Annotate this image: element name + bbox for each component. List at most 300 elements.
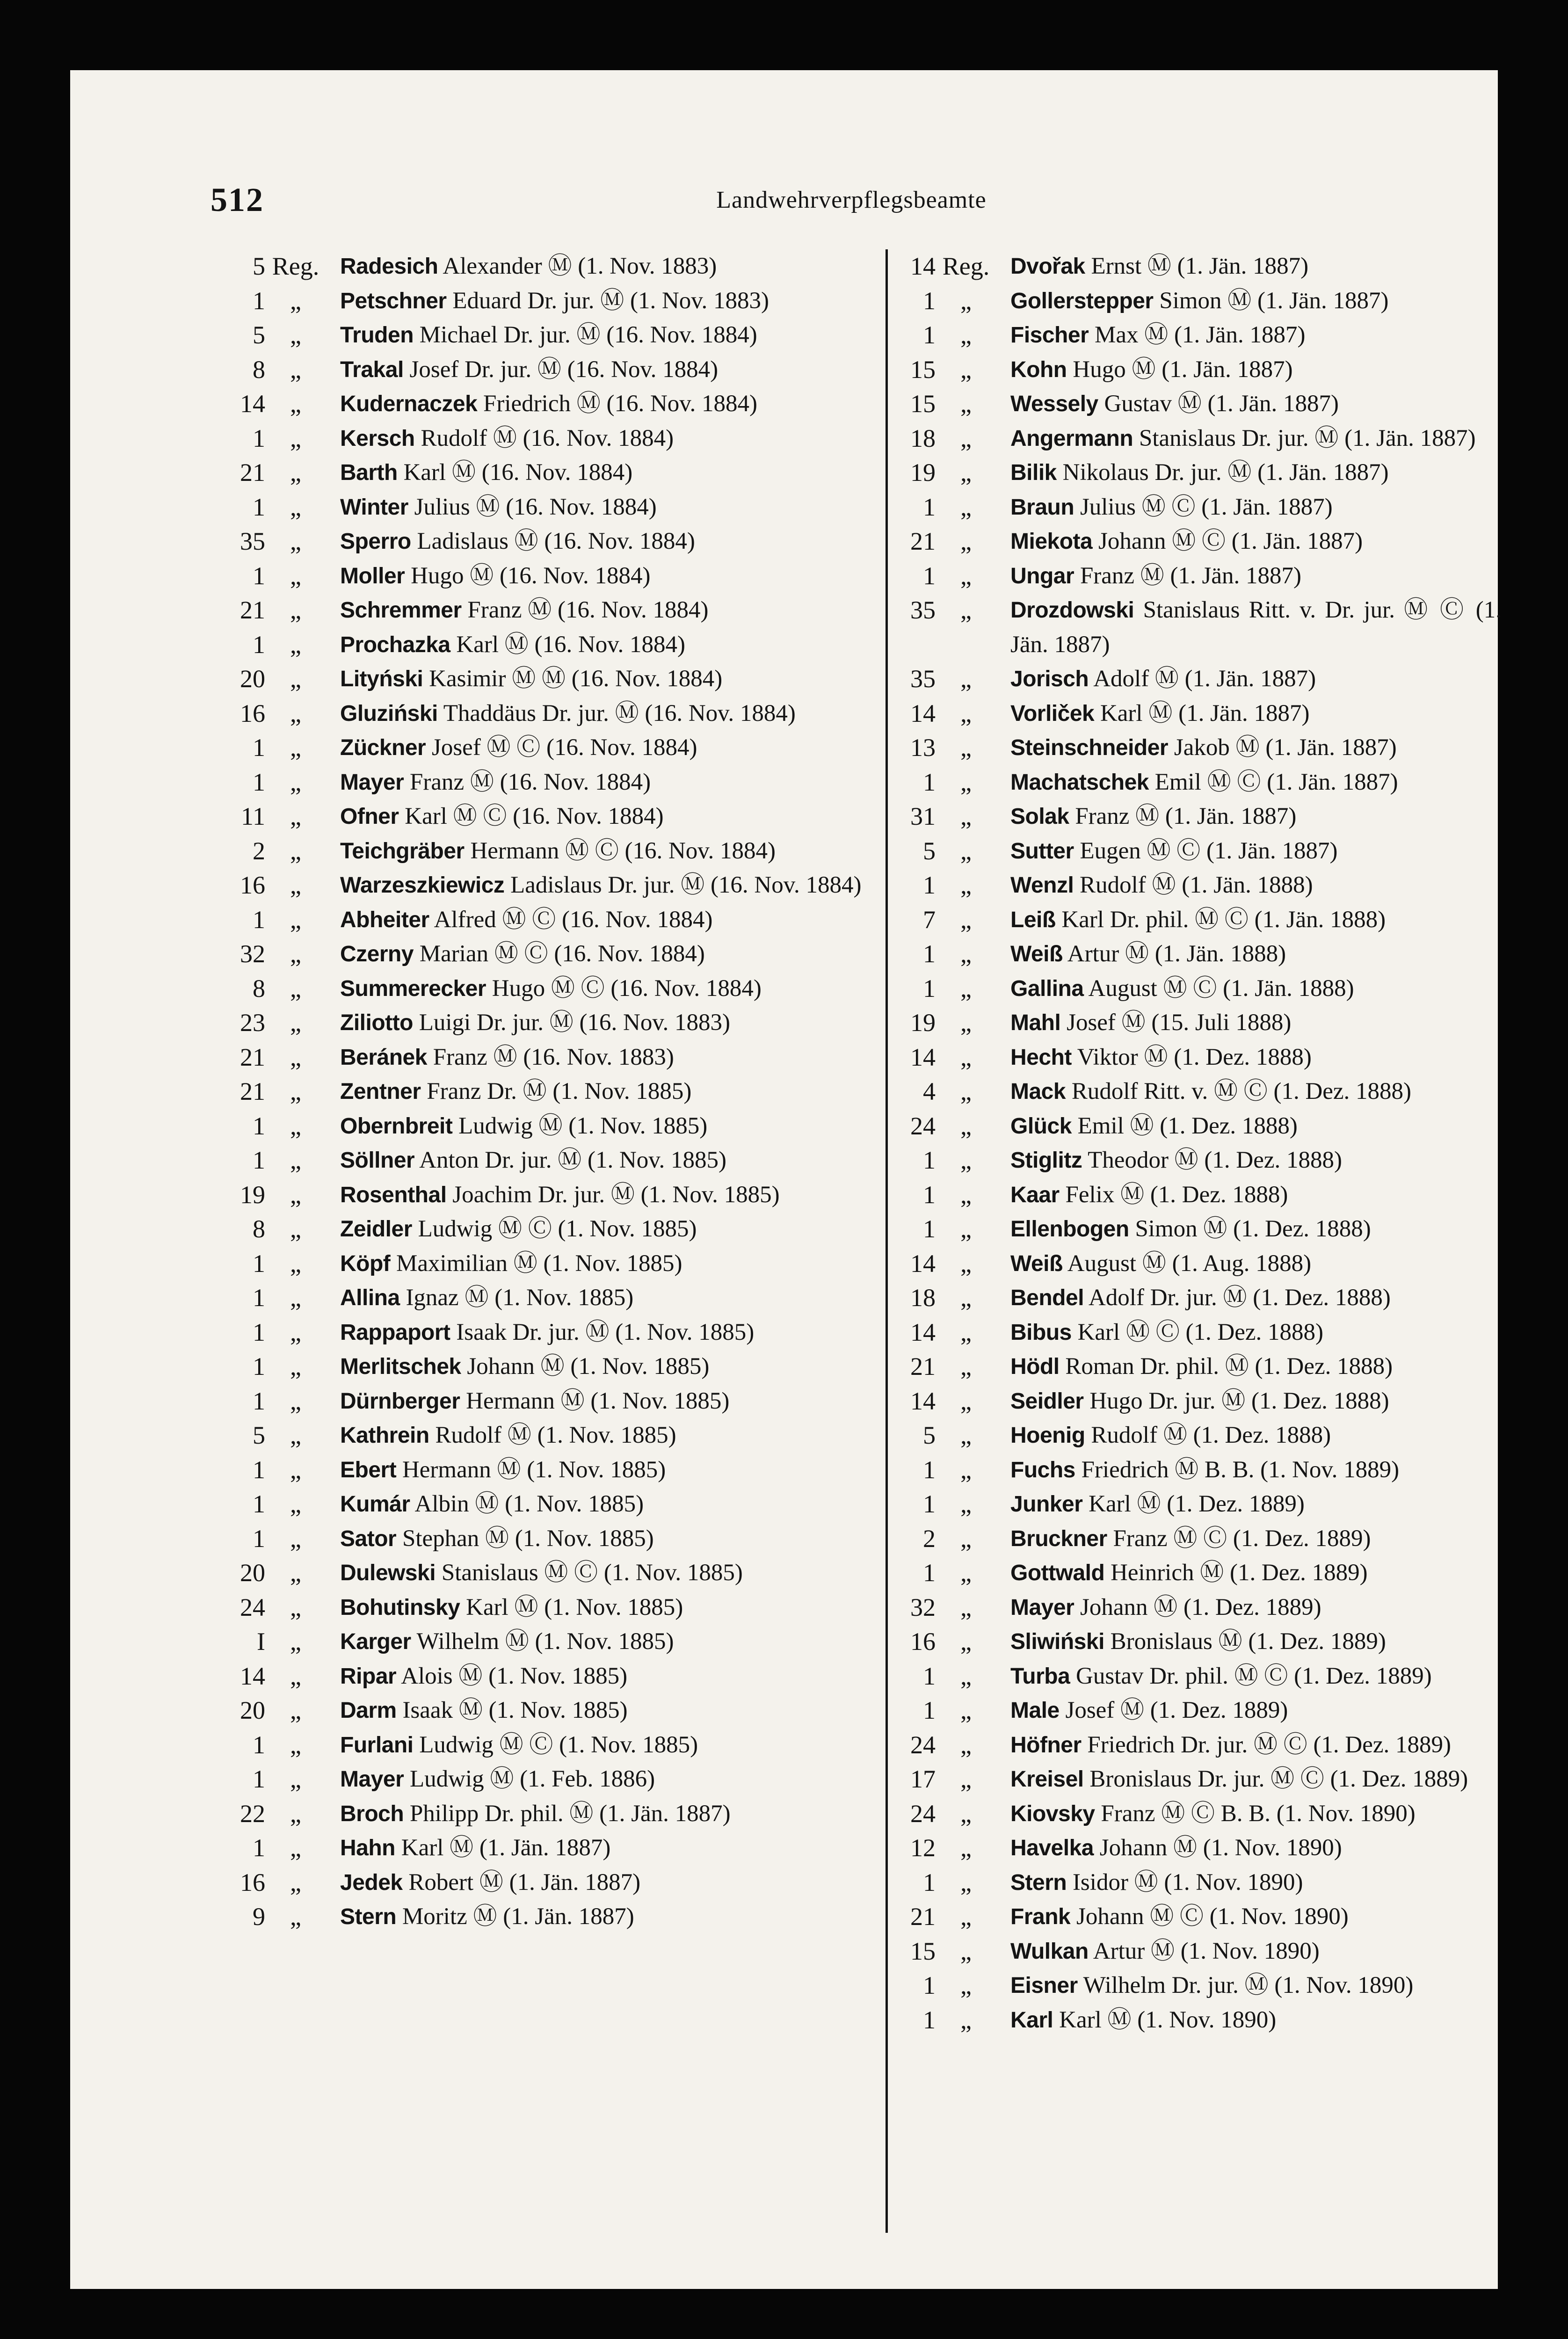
- regiment-unit: „: [960, 1284, 972, 1312]
- regiment-unit: „: [290, 1696, 301, 1724]
- entry-text: [326, 1384, 883, 1419]
- entry-text: [996, 1728, 1503, 1763]
- surname: Mayer: [1010, 1595, 1074, 1620]
- surname: Mayer: [340, 770, 404, 795]
- regiment-number: 24: [240, 1593, 265, 1621]
- regiment-number: 20: [240, 665, 265, 693]
- entry-row: [890, 249, 1503, 284]
- regiment-unit: „: [960, 561, 972, 590]
- entry-details: Max Ⓜ (1. Jän. 1887): [1095, 322, 1306, 348]
- entry-row: [214, 765, 883, 800]
- surname: Drozdowski: [1010, 598, 1134, 623]
- entry-row: [214, 1109, 883, 1144]
- entry-text: [996, 1247, 1503, 1281]
- entry-row: [214, 1315, 883, 1350]
- entry-row: [214, 1625, 883, 1659]
- surname: Dürnberger: [340, 1388, 460, 1414]
- regiment-number: 14: [910, 1318, 936, 1346]
- entry-details: Karl Ⓜ Ⓒ (1. Dez. 1888): [1077, 1319, 1324, 1345]
- regiment-number: 1: [253, 630, 265, 659]
- regiment-unit: „: [290, 630, 301, 659]
- regiment-number: 2: [253, 836, 265, 865]
- regiment-number: 1: [253, 1490, 265, 1518]
- entry-row: [214, 1556, 883, 1591]
- entry-details: Bronislaus Dr. jur. Ⓜ Ⓒ (1. Dez. 1889): [1089, 1766, 1468, 1792]
- entry-row: [214, 1143, 883, 1178]
- surname: Eisner: [1010, 1973, 1078, 1998]
- regiment-number: 22: [240, 1799, 265, 1828]
- regiment-unit: „: [290, 699, 301, 727]
- regiment-unit: „: [960, 1834, 972, 1862]
- surname: Stern: [340, 1904, 397, 1929]
- regiment-number: 1: [253, 1455, 265, 1484]
- entry-details: Kasimir Ⓜ Ⓜ (16. Nov. 1884): [429, 666, 723, 692]
- entry-row: [890, 1453, 1503, 1488]
- entry-text: [326, 765, 883, 800]
- entry-text: [996, 799, 1503, 834]
- surname: Söllner: [340, 1148, 415, 1173]
- entry-details: Philipp Dr. phil. Ⓜ (1. Jän. 1887): [409, 1800, 731, 1827]
- surname: Kohn: [1010, 357, 1067, 382]
- regiment-number: 16: [240, 871, 265, 899]
- surname: Kaar: [1010, 1182, 1060, 1207]
- entry-details: Ignaz Ⓜ (1. Nov. 1885): [406, 1285, 634, 1311]
- surname: Ebert: [340, 1457, 397, 1482]
- entry-text: [326, 1143, 883, 1178]
- entry-text: [326, 1178, 883, 1213]
- entry-row: [214, 387, 883, 421]
- regiment-unit: „: [960, 1318, 972, 1346]
- surname: Weiß: [1010, 1251, 1063, 1276]
- regiment-unit: „: [960, 321, 972, 349]
- entry-row: [890, 972, 1503, 1006]
- entry-details: Friedrich Ⓜ B. B. (1. Nov. 1889): [1081, 1456, 1400, 1483]
- surname: Prochazka: [340, 632, 450, 657]
- entry-details: Felix Ⓜ (1. Dez. 1888): [1065, 1181, 1288, 1208]
- regiment-unit: „: [960, 1799, 972, 1828]
- entry-text: [326, 1212, 883, 1247]
- regiment-number: 31: [910, 802, 936, 830]
- regiment-number: 1: [253, 1730, 265, 1759]
- entry-text: [326, 1075, 883, 1109]
- entry-row: [214, 593, 883, 628]
- regiment-unit: „: [290, 1284, 301, 1312]
- surname: Turba: [1010, 1663, 1070, 1689]
- regiment-number: 1: [253, 1834, 265, 1862]
- regiment-number: 19: [240, 1180, 265, 1209]
- entry-details: Franz Ⓜ (1. Jän. 1887): [1075, 803, 1297, 829]
- regiment-number: 5: [923, 1421, 936, 1449]
- regiment-number: 15: [910, 1937, 936, 1965]
- entry-text: [996, 456, 1503, 490]
- regiment-number: 1: [253, 424, 265, 452]
- entry-details: Franz Ⓜ (16. Nov. 1883): [433, 1044, 674, 1070]
- regiment-number: 20: [240, 1559, 265, 1587]
- entry-text: [326, 1556, 883, 1591]
- entry-text: [326, 1866, 883, 1900]
- regiment-number: 1: [253, 1111, 265, 1140]
- surname: Allina: [340, 1286, 400, 1310]
- regiment-unit: „: [960, 1009, 972, 1037]
- entry-details: Ludwig Ⓜ (1. Feb. 1886): [410, 1766, 655, 1792]
- entry-text: [326, 1728, 883, 1763]
- entry-text: [326, 1659, 883, 1694]
- entry-text: [996, 593, 1503, 662]
- regiment-unit: „: [960, 493, 972, 521]
- entry-row: [214, 834, 883, 869]
- entry-row: [890, 1591, 1503, 1625]
- regiment-number: 1: [923, 1971, 936, 1999]
- surname: Kersch: [340, 426, 415, 451]
- entry-row: [214, 903, 883, 937]
- regiment-number: 24: [910, 1730, 936, 1759]
- regiment-unit: „: [960, 1352, 972, 1380]
- entry-row: [890, 1143, 1503, 1178]
- entry-text: [996, 1143, 1503, 1178]
- entry-text: [326, 903, 883, 937]
- surname: Wenzl: [1010, 873, 1074, 898]
- regiment-unit: „: [960, 1730, 972, 1759]
- surname: Karl: [1010, 2007, 1053, 2033]
- entry-text: [996, 1625, 1503, 1659]
- entry-row: [214, 284, 883, 319]
- page-number: 512: [211, 181, 264, 218]
- regiment-unit: „: [290, 1524, 301, 1553]
- regiment-number: 1: [253, 905, 265, 934]
- surname: Sliwiński: [1010, 1629, 1104, 1654]
- entry-text: [996, 662, 1503, 697]
- entry-details: Rudolf Ⓜ (1. Jän. 1888): [1080, 872, 1313, 898]
- entry-text: [326, 1487, 883, 1522]
- surname: Czerny: [340, 942, 414, 966]
- entry-text: [326, 834, 883, 869]
- entry-row: [214, 1866, 883, 1900]
- entry-details: Artur Ⓜ (1. Jän. 1888): [1067, 941, 1286, 967]
- entry-text: [326, 490, 883, 525]
- regiment-number: 21: [240, 596, 265, 624]
- regiment-number: 11: [241, 802, 265, 830]
- regiment-number: 1: [253, 1284, 265, 1312]
- regiment-number: 15: [910, 355, 936, 384]
- entry-row: [890, 1418, 1503, 1453]
- surname: Solak: [1010, 804, 1069, 829]
- entry-row: [214, 353, 883, 387]
- entry-text: [996, 318, 1503, 353]
- surname: Angermann: [1010, 426, 1133, 451]
- regiment-unit: „: [290, 1559, 301, 1587]
- regiment-unit: „: [290, 561, 301, 590]
- entry-details: Simon Ⓜ (1. Dez. 1888): [1135, 1216, 1371, 1242]
- regiment-unit: „: [290, 768, 301, 796]
- surname: Abheiter: [340, 907, 429, 932]
- surname: Stern: [1010, 1870, 1067, 1895]
- regiment-unit: „: [290, 527, 301, 555]
- regiment-number: 32: [910, 1593, 936, 1621]
- entry-text: [996, 765, 1503, 800]
- regiment-unit: „: [960, 355, 972, 384]
- regiment-unit: „: [290, 321, 301, 349]
- regiment-number: 8: [253, 974, 265, 1002]
- entry-row: [890, 387, 1503, 421]
- entry-details: Maximilian Ⓜ (1. Nov. 1885): [396, 1250, 682, 1277]
- regiment-unit: „: [960, 1421, 972, 1449]
- entry-text: [326, 1591, 883, 1625]
- entry-text: [996, 1556, 1503, 1591]
- entry-details: Anton Dr. jur. Ⓜ (1. Nov. 1885): [419, 1147, 726, 1173]
- regiment-unit: „: [290, 1215, 301, 1243]
- entry-text: [996, 1693, 1503, 1728]
- entry-row: [214, 1762, 883, 1797]
- regiment-number: 17: [910, 1765, 936, 1793]
- entry-text: [326, 284, 883, 319]
- regiment-unit: „: [290, 665, 301, 693]
- regiment-unit: „: [290, 286, 301, 315]
- entry-text: [326, 1315, 883, 1350]
- regiment-unit: „: [960, 1868, 972, 1896]
- entry-row: [214, 1797, 883, 1831]
- surname: Sutter: [1010, 838, 1074, 864]
- entry-row: [890, 1866, 1503, 1900]
- surname: Wulkan: [1010, 1939, 1089, 1964]
- entry-details: Gustav Dr. phil. Ⓜ Ⓒ (1. Dez. 1889): [1076, 1663, 1432, 1689]
- regiment-number: 21: [240, 458, 265, 487]
- regiment-unit: „: [290, 1077, 301, 1105]
- entry-details: Bronislaus Ⓜ (1. Dez. 1889): [1110, 1628, 1386, 1655]
- entry-text: [326, 249, 883, 284]
- regiment-unit: „: [290, 940, 301, 968]
- surname: Ungar: [1010, 563, 1074, 588]
- entry-details: Theodor Ⓜ (1. Dez. 1888): [1088, 1147, 1342, 1173]
- entry-text: [996, 284, 1503, 319]
- regiment-unit: „: [290, 905, 301, 934]
- regiment-number: 16: [910, 1627, 936, 1656]
- entry-row: [890, 1693, 1503, 1728]
- regiment-number: 35: [240, 527, 265, 555]
- regiment-unit: Reg.: [272, 252, 319, 280]
- entry-details: Karl Ⓜ Ⓒ (16. Nov. 1884): [405, 803, 664, 829]
- regiment-number: 2: [923, 1524, 936, 1553]
- entry-text: [326, 1247, 883, 1281]
- regiment-unit: „: [960, 1146, 972, 1174]
- surname: Machatschek: [1010, 770, 1149, 795]
- entry-row: [890, 662, 1503, 697]
- entry-row: [890, 937, 1503, 972]
- entry-text: [326, 1693, 883, 1728]
- regiment-unit: „: [960, 1559, 972, 1587]
- surname: Darm: [340, 1698, 397, 1723]
- surname: Lityński: [340, 667, 423, 691]
- regiment-number: 18: [910, 1284, 936, 1312]
- surname: Barth: [340, 460, 398, 485]
- entry-row: [890, 1350, 1503, 1384]
- entry-text: [996, 731, 1503, 765]
- regiment-number: 1: [253, 1146, 265, 1174]
- surname: Mayer: [340, 1767, 404, 1792]
- regiment-number: 1: [923, 1559, 936, 1587]
- entry-details: Hugo Ⓜ (16. Nov. 1884): [411, 562, 651, 589]
- regiment-unit: „: [960, 1249, 972, 1278]
- regiment-number: 1: [253, 1765, 265, 1793]
- entry-row: [214, 1453, 883, 1488]
- regiment-number: 1: [923, 493, 936, 521]
- regiment-unit: „: [290, 424, 301, 452]
- entry-text: [326, 1762, 883, 1797]
- entry-row: [214, 868, 883, 903]
- entry-details: Johann Ⓜ Ⓒ (1. Jän. 1887): [1098, 528, 1363, 554]
- entry-text: [326, 456, 883, 490]
- entry-row: [214, 1900, 883, 1934]
- regiment-unit: „: [290, 596, 301, 624]
- entry-details: Friedrich Dr. jur. Ⓜ Ⓒ (1. Dez. 1889): [1087, 1731, 1452, 1758]
- entry-details: Ludwig Ⓜ Ⓒ (1. Nov. 1885): [419, 1731, 698, 1758]
- regiment-number: 5: [923, 836, 936, 865]
- entry-row: [214, 524, 883, 559]
- regiment-unit: „: [290, 1146, 301, 1174]
- entry-text: [996, 1350, 1503, 1384]
- entry-details: Franz Ⓜ Ⓒ (1. Dez. 1889): [1113, 1525, 1371, 1552]
- entry-details: Adolf Dr. jur. Ⓜ (1. Dez. 1888): [1088, 1285, 1391, 1311]
- entry-details: Stanislaus Dr. jur. Ⓜ (1. Jän. 1887): [1139, 425, 1476, 451]
- entry-text: [326, 1522, 883, 1556]
- regiment-number: 1: [923, 321, 936, 349]
- entry-row: [214, 1040, 883, 1075]
- left-column: [214, 249, 883, 1934]
- regiment-number: 1: [253, 286, 265, 315]
- regiment-number: 21: [240, 1043, 265, 1071]
- entry-row: [890, 1625, 1503, 1659]
- regiment-number: 21: [910, 1352, 936, 1380]
- regiment-unit: „: [960, 1662, 972, 1690]
- entry-details: Stanislaus Ritt. v. Dr. jur. Ⓜ Ⓒ (1. Jän. 1887): [1010, 597, 1502, 658]
- entry-text: [996, 1762, 1503, 1797]
- entry-text: [996, 1900, 1503, 1934]
- regiment-number: 1: [923, 1146, 936, 1174]
- regiment-number: 1: [253, 1524, 265, 1553]
- regiment-unit: „: [960, 1696, 972, 1724]
- surname: Dvořak: [1010, 254, 1085, 279]
- entry-details: Stephan Ⓜ (1. Nov. 1885): [402, 1525, 654, 1552]
- entry-row: [890, 1556, 1503, 1591]
- page-title: Landwehrverpflegsbeamte: [716, 187, 987, 213]
- regiment-unit: „: [960, 905, 972, 934]
- entry-row: [890, 868, 1503, 903]
- entry-row: [890, 1969, 1503, 2003]
- entry-text: [996, 972, 1503, 1006]
- surname: Furlani: [340, 1732, 414, 1758]
- regiment-unit: „: [960, 596, 972, 624]
- entry-text: [326, 1281, 883, 1315]
- regiment-number: 9: [253, 1903, 265, 1931]
- entry-text: [326, 662, 883, 697]
- regiment-unit: „: [960, 1111, 972, 1140]
- entry-text: [996, 1591, 1503, 1625]
- entry-details: Franz Ⓜ (1. Jän. 1887): [1080, 562, 1302, 589]
- entry-details: Johann Ⓜ (1. Nov. 1885): [467, 1353, 710, 1380]
- entry-row: [890, 1006, 1503, 1040]
- entry-row: [214, 490, 883, 525]
- entry-text: [326, 1831, 883, 1866]
- entry-row: [214, 559, 883, 594]
- entry-row: [890, 697, 1503, 731]
- regiment-unit: „: [960, 940, 972, 968]
- entry-text: [996, 1934, 1503, 1969]
- regiment-number: 1: [253, 1352, 265, 1380]
- surname: Stiglitz: [1010, 1148, 1082, 1173]
- regiment-number: 1: [923, 2005, 936, 2034]
- entry-text: [996, 1109, 1503, 1144]
- surname: Hödl: [1010, 1354, 1060, 1379]
- regiment-number: 14: [910, 1387, 936, 1415]
- entry-details: August Ⓜ Ⓒ (1. Jän. 1888): [1088, 975, 1354, 1002]
- entry-text: [326, 421, 883, 456]
- entry-row: [890, 1659, 1503, 1694]
- surname: Warzeszkiewicz: [340, 873, 505, 898]
- entry-details: Rudolf Ⓜ (1. Nov. 1885): [435, 1422, 676, 1448]
- regiment-unit: „: [290, 1799, 301, 1828]
- entry-row: [890, 1797, 1503, 1831]
- surname: Rosenthal: [340, 1182, 447, 1207]
- entry-details: Isidor Ⓜ (1. Nov. 1890): [1072, 1869, 1303, 1896]
- regiment-number: 14: [910, 252, 936, 280]
- entry-details: Rudolf Ⓜ (1. Dez. 1888): [1091, 1422, 1331, 1448]
- entry-details: Josef Dr. jur. Ⓜ (16. Nov. 1884): [409, 356, 719, 383]
- entry-row: [214, 1350, 883, 1384]
- entry-row: [890, 1762, 1503, 1797]
- entry-details: Ernst Ⓜ (1. Jän. 1887): [1091, 253, 1309, 279]
- surname: Vorliček: [1010, 701, 1095, 726]
- surname: Sator: [340, 1526, 397, 1551]
- entry-details: Hermann Ⓜ (1. Nov. 1885): [402, 1456, 666, 1483]
- regiment-unit: „: [960, 1387, 972, 1415]
- entry-row: [890, 1075, 1503, 1109]
- regiment-number: I: [257, 1627, 265, 1656]
- regiment-unit: „: [960, 286, 972, 315]
- entry-row: [890, 490, 1503, 525]
- surname: Havelka: [1010, 1836, 1094, 1860]
- surname: Bruckner: [1010, 1526, 1107, 1551]
- surname: Hahn: [340, 1836, 395, 1860]
- entry-row: [214, 1418, 883, 1453]
- entry-details: Franz Ⓜ (16. Nov. 1884): [410, 769, 651, 795]
- entry-row: [214, 1659, 883, 1694]
- regiment-unit: „: [290, 390, 301, 418]
- entry-details: Johann Ⓜ Ⓒ (1. Nov. 1890): [1076, 1903, 1349, 1930]
- entry-row: [890, 318, 1503, 353]
- surname: Gottwald: [1010, 1561, 1105, 1585]
- surname: Summerecker: [340, 976, 486, 1001]
- entry-row: [890, 421, 1503, 456]
- surname: Sperro: [340, 529, 411, 554]
- regiment-unit: „: [960, 699, 972, 727]
- regiment-unit: „: [290, 355, 301, 384]
- surname: Gollerstepper: [1010, 288, 1154, 313]
- regiment-number: 1: [253, 768, 265, 796]
- entry-details: Hermann Ⓜ Ⓒ (16. Nov. 1884): [470, 837, 776, 864]
- surname: Kiovsky: [1010, 1801, 1095, 1826]
- entry-text: [326, 559, 883, 594]
- regiment-unit: „: [290, 1490, 301, 1518]
- regiment-unit: „: [290, 1627, 301, 1656]
- regiment-unit: „: [960, 1903, 972, 1931]
- entry-details: Johann Ⓜ (1. Dez. 1889): [1080, 1594, 1321, 1620]
- regiment-number: 1: [923, 1215, 936, 1243]
- regiment-unit: „: [960, 1524, 972, 1553]
- surname: Dulewski: [340, 1561, 436, 1585]
- surname: Jedek: [340, 1870, 403, 1895]
- regiment-number: 1: [253, 1387, 265, 1415]
- regiment-number: 1: [923, 940, 936, 968]
- entry-row: [890, 1728, 1503, 1763]
